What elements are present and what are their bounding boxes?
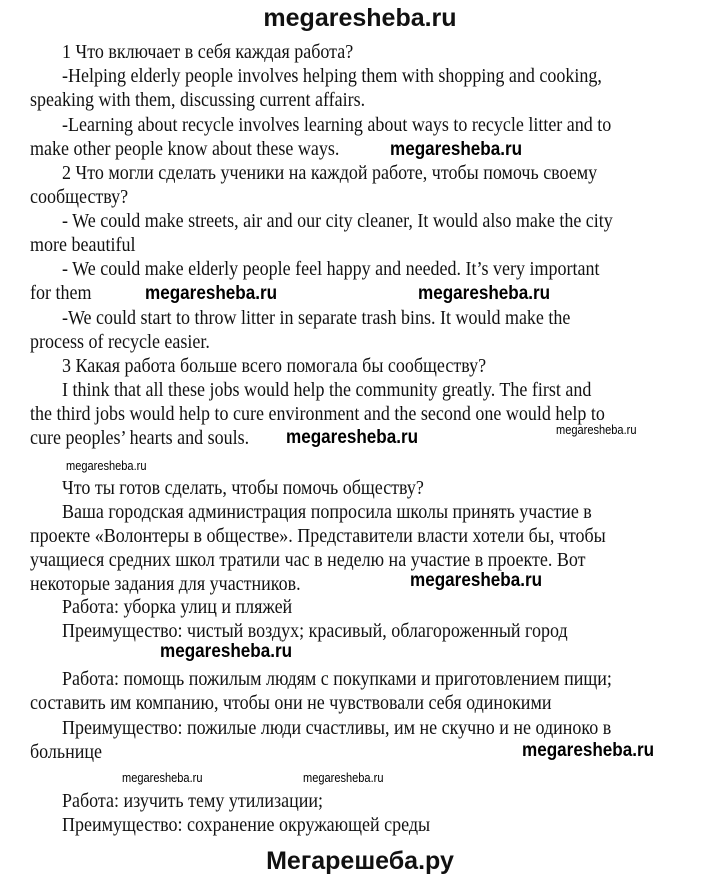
watermark: megaresheba.ru: [145, 283, 278, 304]
text-line: Преимущество: чистый воздух; красивый, облагороженный город: [62, 620, 568, 642]
watermark-small: megaresheba.ru: [66, 458, 147, 473]
question-1: 1 Что включает в себя каждая работа?: [62, 41, 354, 63]
watermark-small: megaresheba.ru: [303, 770, 384, 785]
text-line: Преимущество: сохранение окружающей среды: [62, 814, 431, 836]
question-2: 2 Что могли сделать ученики на каждой работе, чтобы помочь своему: [62, 162, 598, 184]
watermark-small: megaresheba.ru: [556, 422, 637, 437]
text-line: for them: [30, 282, 92, 304]
text-line: more beautiful: [30, 234, 136, 256]
text-line: the third jobs would help to cure environment and the second one would help to: [30, 403, 605, 425]
text-line: сообществу?: [30, 186, 129, 208]
watermark: megaresheba.ru: [160, 641, 293, 662]
watermark: megaresheba.ru: [390, 139, 523, 160]
watermark-small: megaresheba.ru: [122, 770, 203, 785]
text-line: Ваша городская администрация попросила школы принять участие в: [62, 501, 592, 523]
text-line: Работа: помощь пожилым людям с покупками и приготовлением пищи;: [62, 668, 612, 690]
text-line: -Helping elderly people involves helping them with shopping and cooking,: [62, 65, 602, 87]
text-line: process of recycle easier.: [30, 331, 210, 353]
text-line: I think that all these jobs would help the community greatly. The first and: [62, 379, 592, 401]
watermark: megaresheba.ru: [410, 570, 543, 591]
text-line: speaking with them, discussing current affairs.: [30, 89, 366, 111]
text-line: make other people know about these ways.: [30, 138, 340, 160]
text-line: cure peoples’ hearts and souls.: [30, 427, 250, 449]
text-line: Работа: уборка улиц и пляжей: [62, 596, 293, 618]
watermark: megaresheba.ru: [522, 740, 655, 761]
watermark: megaresheba.ru: [286, 427, 419, 448]
section-title: Что ты готов сделать, чтобы помочь обществу?: [62, 477, 424, 499]
text-line: больнице: [30, 741, 102, 763]
watermark: megaresheba.ru: [418, 283, 551, 304]
question-3: 3 Какая работа больше всего помогала бы сообществу?: [62, 355, 487, 377]
text-line: -Learning about recycle involves learning about ways to recycle litter and to: [62, 114, 612, 136]
text-line: составить им компанию, чтобы они не чувствовали себя одинокими: [30, 692, 552, 714]
text-line: проекте «Волонтеры в обществе». Представители власти хотели бы, чтобы: [30, 525, 606, 547]
text-line: Работа: изучить тему утилизации;: [62, 790, 323, 812]
text-line: -We could start to throw litter in separate trash bins. It would make the: [62, 307, 571, 329]
text-line: Преимущество: пожилые люди счастливы, им не скучно и не одиноко в: [62, 717, 612, 739]
text-line: учащиеся средних школ тратили час в неделю на участие в проекте. Вот: [30, 549, 586, 571]
text-line: - We could make elderly people feel happy and needed. It’s very important: [62, 258, 600, 280]
site-header-watermark: megaresheba.ru: [263, 4, 457, 32]
text-line: некоторые задания для участников.: [30, 573, 301, 595]
site-footer-watermark: Мегарешеба.ру: [266, 847, 454, 875]
text-line: - We could make streets, air and our city cleaner, It would also make the city: [62, 210, 613, 232]
